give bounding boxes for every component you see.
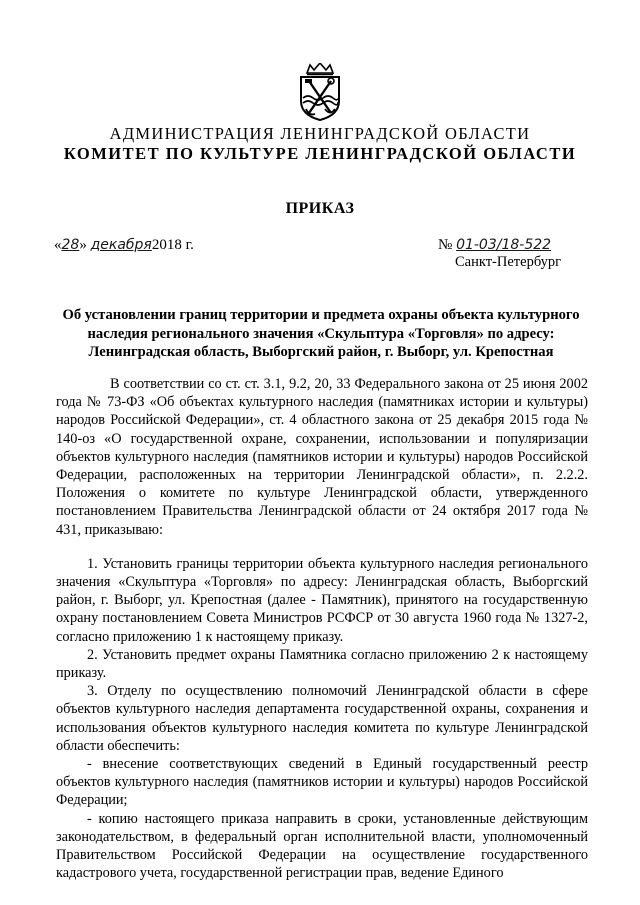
date-open-quote: « [54,237,62,253]
committee-name: КОМИТЕТ ПО КУЛЬТУРЕ ЛЕНИНГРАДСКОЙ ОБЛАСТИ [63,144,577,163]
order-subitem-1: - внесение соответствующих сведений в Единый государственный реестр объектов культурного наследия (памятников истории и культуры) народов Российской Федерации; [56,756,588,809]
document-type-title: ПРИКАЗ [285,200,355,217]
document-body [56,375,588,882]
order-item-1: 1. Установить границы территории объекта культурного наследия регионального значения «Скульптура «Торговля» по адресу: Ленинградская область, Выборгский район, г. Выборг, ул. Крепостная (далее - Памятник), принятого на государственную охрану постановлением Совета Министров РСФСР от 30 августа 1960 года № 1327-2, согласно приложению 1 к настоящему приказу. [56,555,588,645]
document-date [54,237,194,254]
number-value: 01-03/18-522 [456,237,552,253]
date-year: 2018 г. [151,237,194,253]
document-subject: Об установлении границ территории и предмета охраны объекта культурного наследия регионального значения «Скульптура «Торговля» по адресу: Ленинградская область, Выборгский район, г. Выборг, ул. Крепостная [62,307,580,360]
preamble-paragraph: В соответствии со ст. ст. 3.1, 9.2, 20, 33 Федерального закона от 25 июня 2002 года № 73-ФЗ «Об объектах культурного наследия (памятниках истории и культуры) народов Российской Федерации», ст. 4 областного закона от 25 декабря 2015 года № 140-оз «О государственной охране, сохранении, использовании и популяризации объектов культурного наследия (памятников истории и культуры) народов Российской Федерации, расположенных на территории Ленинградской области», п. 2.2.2. Положения о комитете по культуре Ленинградской области, утвержденного постановлением Правительства Ленинградской области от 24 октября 2017 года № 431, приказываю: [56,376,588,538]
order-subitem-2: - копию настоящего приказа направить в сроки, установленные действующим законодательством, в федеральный орган исполнительной власти, уполномоченный Правительством Российской Федерации на осуществление государственного кадастрового учета, государственной регистрации прав, ведение Единого [56,810,588,882]
leningrad-oblast-coat-of-arms-icon [297,63,343,121]
date-month: декабря [90,237,152,253]
date-close-quote: » [79,237,87,253]
document-city: Санкт-Петербург [455,254,562,270]
order-item-3: 3. Отделу по осуществлению полномочий Ленинградской области в сфере объектов культурного наследия департамента государственной охраны, сохранения и использования объектов культурного наследия комитета по культуре Ленинградской области обеспечить: [56,683,588,754]
organization-name: АДМИНИСТРАЦИЯ ЛЕНИНГРАДСКОЙ ОБЛАСТИ [109,124,531,143]
number-prefix: № [438,237,453,253]
document-number [438,237,551,254]
date-day: 28 [61,237,80,253]
order-item-2: 2. Установить предмет охраны Памятника согласно приложению 2 к настоящему приказу. [56,646,588,682]
